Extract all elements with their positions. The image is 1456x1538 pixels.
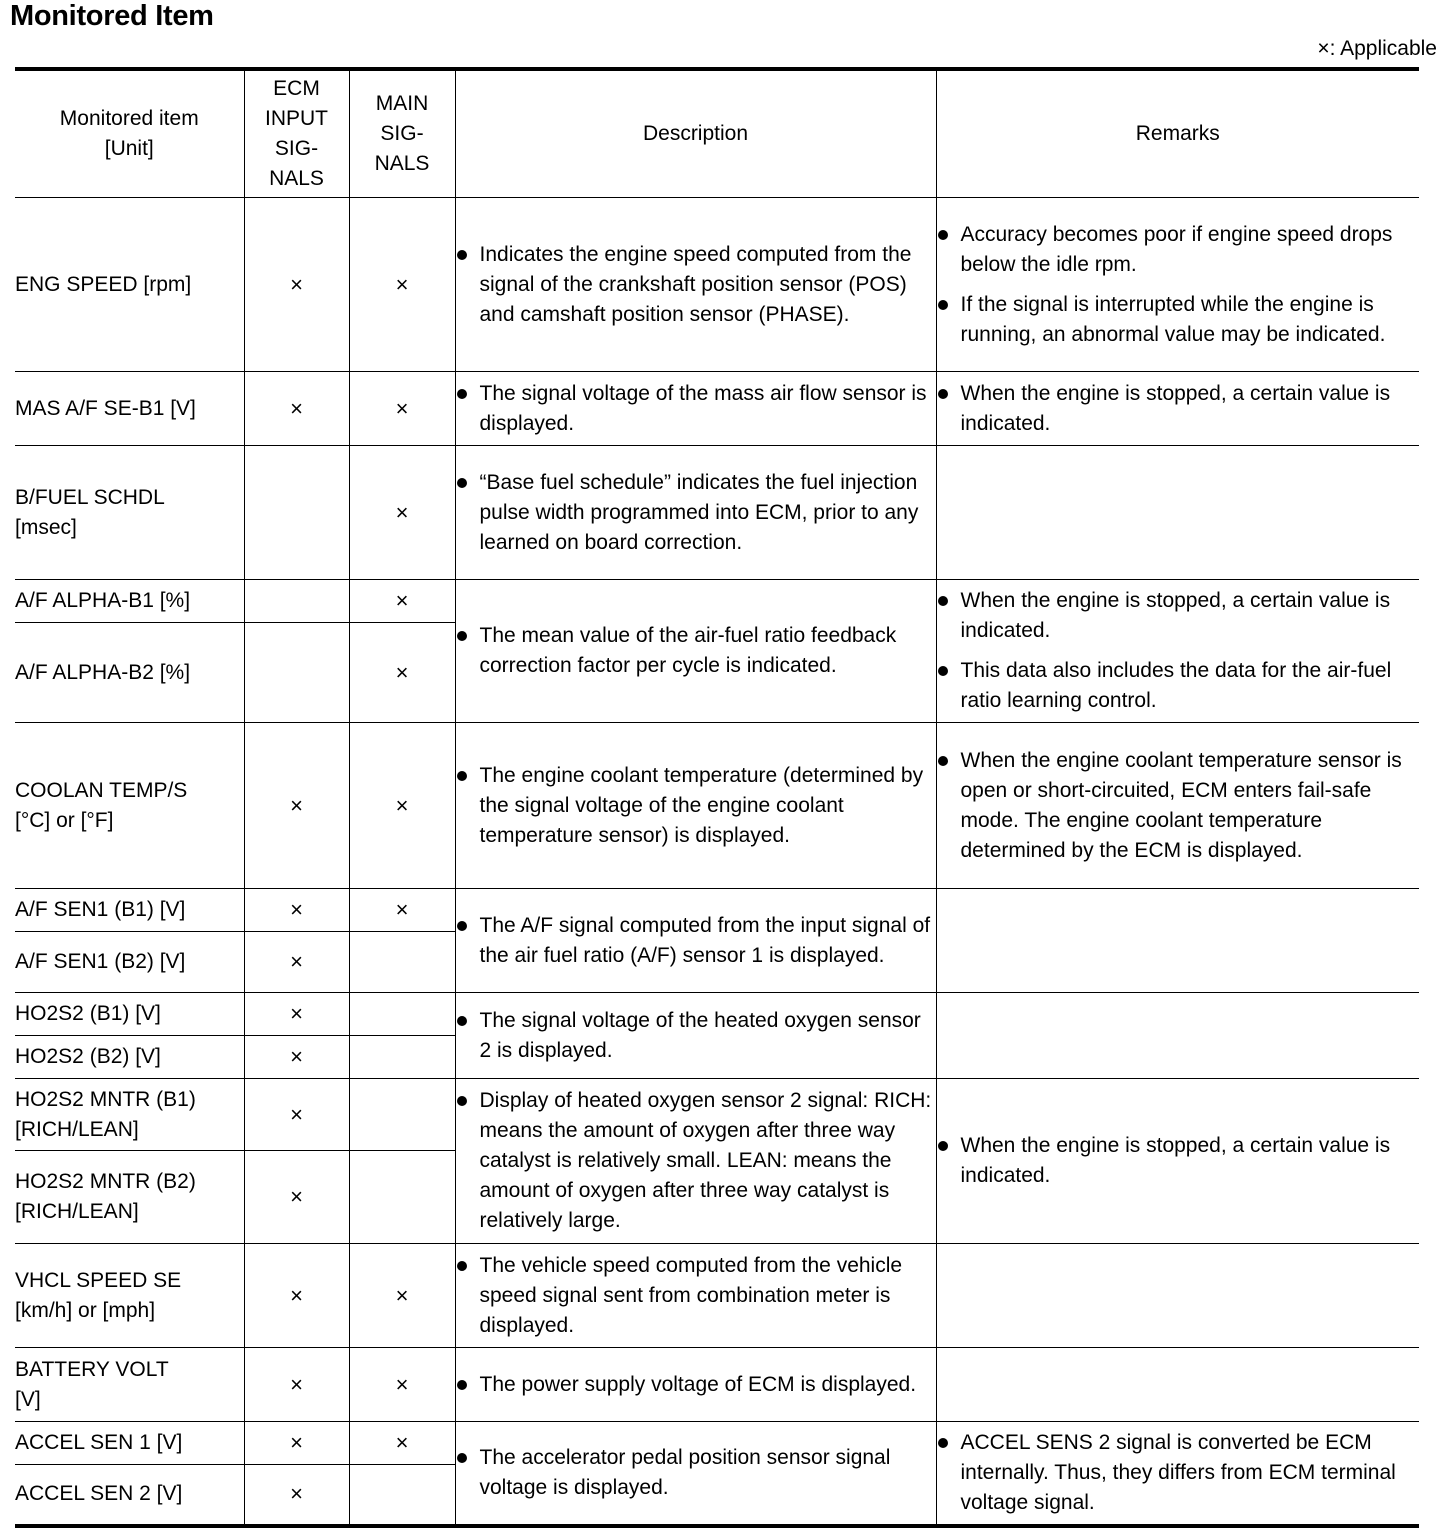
bullet-list xyxy=(456,1251,936,1341)
bullet-item: When the engine is stopped, a certain value is indicated. xyxy=(937,1131,1420,1191)
bullet-list xyxy=(456,621,936,681)
description-cell xyxy=(455,198,936,372)
description-cell xyxy=(455,1244,936,1348)
table-row xyxy=(15,993,1419,1036)
bullet-item: The vehicle speed computed from the vehicle speed signal sent from combination meter is displayed. xyxy=(456,1251,936,1341)
header-monitored-item: Monitored item [Unit] xyxy=(15,69,244,198)
item-label: [msec] xyxy=(15,515,77,539)
item-label: ENG SPEED [rpm] xyxy=(15,272,192,296)
item-label: A/F SEN1 (B2) [V] xyxy=(15,950,186,973)
main-signal-mark: × xyxy=(349,723,455,889)
item-label: HO2S2 MNTR (B2) xyxy=(15,1170,196,1193)
remarks-cell xyxy=(936,1422,1419,1526)
monitored-item-cell xyxy=(15,723,244,889)
table-row xyxy=(15,1348,1419,1422)
bullet-list xyxy=(937,379,1420,439)
item-label: BATTERY VOLT xyxy=(15,1357,169,1381)
ecm-input-mark: × xyxy=(244,198,349,372)
bullet-list xyxy=(456,1006,936,1066)
remarks-cell xyxy=(936,1244,1419,1348)
description-cell xyxy=(455,446,936,580)
bullet-item: Accuracy becomes poor if engine speed drops below the idle rpm. xyxy=(937,220,1420,280)
table-row xyxy=(15,1422,1419,1465)
item-label: HO2S2 MNTR (B1) xyxy=(15,1087,196,1111)
main-signal-mark: × xyxy=(349,1348,455,1422)
ecm-input-mark: × xyxy=(244,932,349,993)
monitored-item-cell xyxy=(15,446,244,580)
description-cell xyxy=(455,993,936,1079)
main-signal-mark: × xyxy=(349,446,455,580)
bullet-list xyxy=(937,1428,1420,1518)
remarks-cell xyxy=(936,723,1419,889)
item-label: [RICH/LEAN] xyxy=(15,1117,139,1141)
page-title: Monitored Item xyxy=(10,0,214,32)
item-label: [RICH/LEAN] xyxy=(15,1200,139,1223)
bullet-list xyxy=(456,761,936,851)
table-row xyxy=(15,723,1419,889)
main-signal-mark: × xyxy=(349,372,455,446)
item-label: B/FUEL SCHDL xyxy=(15,485,165,509)
monitored-item-cell xyxy=(15,1036,244,1079)
bullet-list xyxy=(456,240,936,330)
table-row xyxy=(15,889,1419,932)
bullet-item: The accelerator pedal position sensor signal voltage is displayed. xyxy=(456,1443,936,1503)
remarks-cell xyxy=(936,198,1419,372)
bullet-item: Display of heated oxygen sensor 2 signal: RICH: means the amount of oxygen after three way catalyst is relatively small. LEAN: means the amount of oxygen after three way catalyst is relatively large. xyxy=(456,1086,936,1236)
bullet-list xyxy=(937,220,1420,350)
bullet-item: The A/F signal computed from the input signal of the air fuel ratio (A/F) sensor 1 is displayed. xyxy=(456,911,936,971)
ecm-input-mark: × xyxy=(244,1422,349,1465)
item-label: VHCL SPEED SE xyxy=(15,1268,182,1292)
bullet-item: The engine coolant temperature (determined by the signal voltage of the engine coolant temperature sensor) is displayed. xyxy=(456,761,936,851)
bullet-item: The mean value of the air-fuel ratio feedback correction factor per cycle is indicated. xyxy=(456,621,936,681)
item-label: HO2S2 (B2) [V] xyxy=(15,1045,161,1068)
bullet-item: When the engine is stopped, a certain value is indicated. xyxy=(937,379,1420,439)
monitored-item-cell xyxy=(15,1348,244,1422)
item-label: COOLAN TEMP/S xyxy=(15,778,188,802)
header-row xyxy=(15,69,1419,198)
bullet-item: ACCEL SENS 2 signal is converted be ECM internally. Thus, they differs from ECM terminal voltage signal. xyxy=(937,1428,1420,1518)
item-label: ACCEL SEN 1 [V] xyxy=(15,1431,183,1454)
main-signal-mark xyxy=(349,1151,455,1244)
ecm-input-mark: × xyxy=(244,1244,349,1348)
main-signal-mark xyxy=(349,932,455,993)
description-cell xyxy=(455,1422,936,1526)
main-signal-mark: × xyxy=(349,623,455,723)
description-cell xyxy=(455,1079,936,1244)
description-cell xyxy=(455,372,936,446)
description-cell xyxy=(455,1348,936,1422)
remarks-cell xyxy=(936,889,1419,993)
remarks-cell xyxy=(936,372,1419,446)
item-label: [km/h] or [mph] xyxy=(15,1298,156,1322)
bullet-item: This data also includes the data for the air-fuel ratio learning control. xyxy=(937,656,1420,716)
table-row xyxy=(15,372,1419,446)
monitored-item-cell xyxy=(15,1244,244,1348)
remarks-cell xyxy=(936,993,1419,1079)
monitored-item-cell xyxy=(15,623,244,723)
bullet-item: The signal voltage of the mass air flow sensor is displayed. xyxy=(456,379,936,439)
ecm-input-mark xyxy=(244,446,349,580)
bullet-item: Indicates the engine speed computed from the signal of the crankshaft position sensor (POS) and camshaft position sensor (PHASE). xyxy=(456,240,936,330)
item-label: HO2S2 (B1) [V] xyxy=(15,1002,161,1025)
ecm-input-mark: × xyxy=(244,723,349,889)
ecm-input-mark: × xyxy=(244,1151,349,1244)
main-signal-mark: × xyxy=(349,1422,455,1465)
main-signal-mark: × xyxy=(349,580,455,623)
monitored-item-cell xyxy=(15,889,244,932)
ecm-input-mark: × xyxy=(244,993,349,1036)
main-signal-mark: × xyxy=(349,198,455,372)
bullet-list xyxy=(937,746,1420,866)
main-signal-mark xyxy=(349,1036,455,1079)
table-row xyxy=(15,446,1419,580)
bullet-list xyxy=(456,1086,936,1236)
item-label: A/F SEN1 (B1) [V] xyxy=(15,898,186,921)
main-signal-mark xyxy=(349,1079,455,1151)
bullet-list xyxy=(456,468,936,558)
ecm-input-mark: × xyxy=(244,889,349,932)
main-signal-mark xyxy=(349,993,455,1036)
header-ecm-input-signals: ECM INPUT SIG- NALS xyxy=(244,69,349,198)
description-cell xyxy=(455,723,936,889)
monitored-item-cell xyxy=(15,580,244,623)
bullet-list xyxy=(456,1443,936,1503)
bullet-item: “Base fuel schedule” indicates the fuel injection pulse width programmed into ECM, prior to any learned on board correction. xyxy=(456,468,936,558)
bullet-item: The power supply voltage of ECM is displayed. xyxy=(456,1370,936,1400)
ecm-input-mark: × xyxy=(244,1465,349,1526)
remarks-cell xyxy=(936,1079,1419,1244)
ecm-input-mark xyxy=(244,580,349,623)
main-signal-mark: × xyxy=(349,1244,455,1348)
bullet-list xyxy=(456,379,936,439)
ecm-input-mark xyxy=(244,623,349,723)
ecm-input-mark: × xyxy=(244,372,349,446)
bullet-list xyxy=(456,911,936,971)
applicable-legend: ×: Applicable xyxy=(1317,37,1437,60)
bullet-item: When the engine is stopped, a certain value is indicated. xyxy=(937,586,1420,646)
item-label: ACCEL SEN 2 [V] xyxy=(15,1482,183,1506)
header-main-signals: MAIN SIG- NALS xyxy=(349,69,455,198)
table-row xyxy=(15,198,1419,372)
header-description: Description xyxy=(455,69,936,198)
table-row xyxy=(15,580,1419,623)
remarks-cell xyxy=(936,446,1419,580)
bullet-list xyxy=(937,586,1420,716)
bullet-item: When the engine coolant temperature sensor is open or short-circuited, ECM enters fail-safe mode. The engine coolant temperature determined by the ECM is displayed. xyxy=(937,746,1420,866)
monitored-item-cell xyxy=(15,1422,244,1465)
monitored-item-cell xyxy=(15,993,244,1036)
ecm-input-mark: × xyxy=(244,1348,349,1422)
main-signal-mark xyxy=(349,1465,455,1526)
description-cell xyxy=(455,889,936,993)
item-label: A/F ALPHA-B2 [%] xyxy=(15,660,191,684)
bullet-item: The signal voltage of the heated oxygen sensor 2 is displayed. xyxy=(456,1006,936,1066)
bullet-item: If the signal is interrupted while the engine is running, an abnormal value may be indicated. xyxy=(937,290,1420,350)
item-label: A/F ALPHA-B1 [%] xyxy=(15,589,191,612)
ecm-input-mark: × xyxy=(244,1036,349,1079)
table-row xyxy=(15,1079,1419,1151)
item-label: [V] xyxy=(15,1387,41,1411)
remarks-cell xyxy=(936,580,1419,723)
table-row xyxy=(15,1244,1419,1348)
bullet-list xyxy=(456,1370,936,1400)
monitored-item-cell xyxy=(15,372,244,446)
bullet-list xyxy=(937,1131,1420,1191)
item-label: [°C] or [°F] xyxy=(15,808,114,832)
monitored-item-cell xyxy=(15,1465,244,1526)
remarks-cell xyxy=(936,1348,1419,1422)
main-signal-mark: × xyxy=(349,889,455,932)
monitored-item-cell xyxy=(15,932,244,993)
ecm-input-mark: × xyxy=(244,1079,349,1151)
item-label: MAS A/F SE-B1 [V] xyxy=(15,396,196,420)
monitored-item-cell xyxy=(15,1079,244,1151)
header-remarks: Remarks xyxy=(936,69,1419,198)
monitored-item-cell xyxy=(15,198,244,372)
monitored-item-table xyxy=(15,67,1419,1528)
monitored-item-cell xyxy=(15,1151,244,1244)
description-cell xyxy=(455,580,936,723)
